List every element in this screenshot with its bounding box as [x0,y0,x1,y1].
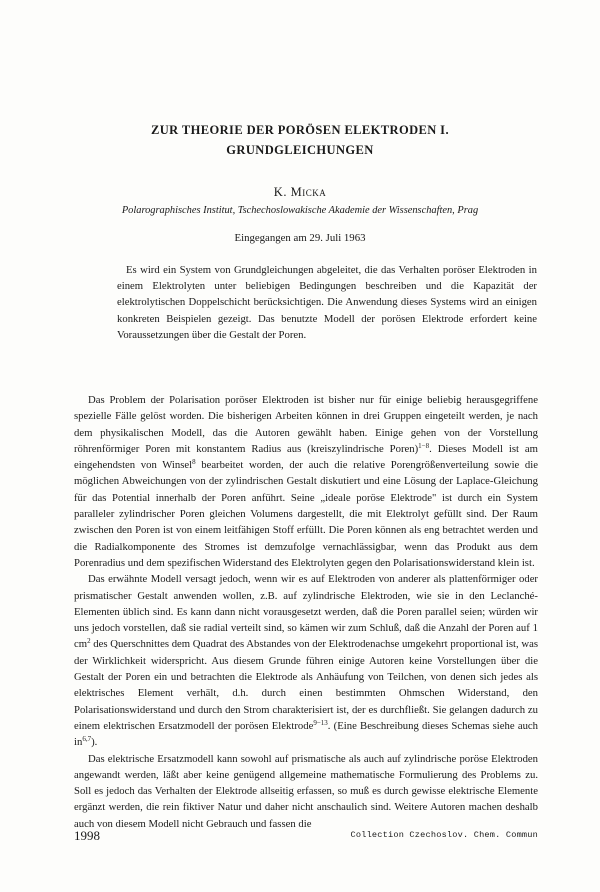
page-number: 1998 [74,828,100,843]
article-body [74,392,538,832]
paragraph-2-text-b: des Querschnittes dem Quadrat des Abstandes von der Elektrodenachse umgekehrt proportional ist, was der Wirklichkeit widerspricht. Aus diesem Grunde führen einige Autoren keine Vorstellungen über die Gestalt der Poren ein und betrachten die Elektrode als Anhäufung von Teilchen, von denen sich jedes als elektrisches Element verhält, d.h. durch einen bestimmten Ohmschen Widerstand, den Polarisationswiderstand und durch den Strom charakterisiert ist, der es durchfließt. Sie gelangen dadurch zu einem elektrischen Ersatzmodell der porösen Elektrode [74,638,538,732]
author-affiliation: Polarographisches Institut, Tschechoslowakische Akademie der Wissenschaften, Prag [121,205,479,216]
article-title-line-1: ZUR THEORIE DER PORÖSEN ELEKTRODEN I. [151,123,449,137]
received-date: Eingegangen am 29. Juli 1963 [234,232,366,244]
paragraph-1-text-b: . Dieses Modell ist am eingehendsten von Winsel [74,442,538,472]
article-title-line-2: GRUNDGLEICHUNGEN [226,143,374,157]
paragraph-2-text-d: ). [91,736,98,749]
abstract: Es wird ein System von Grundgleichungen abgeleitet, die das Verhalten poröser Elektroden in einem Elektrolyten unter beliebigen Bedingungen beschreiben und die Kapazität der elektrolytischen Doppelschicht berücksichtigen. Die Anwendung dieses Systems wird an einigen konkreten Beispielen gezeigt. Das benutzte Modell der porösen Elektrode erfordert keine Voraussetzungen über die Gestalt der Poren. [117,264,537,341]
paragraph-2-text-a: Das erwähnte Modell versagt jedoch, wenn wir es auf Elektroden von anderer als plattenförmiger oder prismatischer Gestalt anwenden wollen, z.B. auf zylindrische Elektroden, wie sie in den Leclanché-Elementen üblich sind. Es kann dann nicht vorausgesetzt werden, daß die Poren parallel seien; würden wir uns jedoch vorstellen, daß sie radial verteilt sind, so kämen wir zum Schluß, daß die Anzahl der Poren auf 1 cm [74,573,538,651]
paragraph-3: Das elektrische Ersatzmodell kann sowohl auf prismatische als auch auf zylindrische poröse Elektroden angewandt werden, läßt aber keine genügend allgemeine mathematische Formulierung des Problems zu. Soll es jedoch das Verhalten der Elektrode allseitig erfassen, so muß es durch gewisse elektrische Elemente ergänzt werden, die rein fiktiver Natur und daher nicht anschaulich sind. Weitere Autoren machen deshalb auch von diesem Modell nicht Gebrauch und fassen die [74,752,538,830]
paragraph-2 [74,571,538,750]
paragraph-1-text-c: bearbeitet worden, der auch die relative Porengrößenverteilung sowie die möglichen Abweichungen von der zylindrischen Gestalt diskutiert und eine Lösung der Laplace-Gleichung für das Potential innerhalb der Poren anführt. Seine „ideale poröse Elektrode" ist durch ein System paralleler zylindrischer Poren gleichen Volumens dargestellt, die mit Elektrolyt gefüllt sind. Der Raum zwischen den Poren ist von einem leitfähigen Stoff erfüllt. Die Poren können als eng betrachtet werden und die Radialkomponente des Stromes ist demzufolge vernachlässigbar, wenn das Produkt aus dem Porenradius und dem spezifischen Widerstand des Elektrolyten gegen den Polarisationswiderstand klein ist. [74,459,538,569]
author-initial: K. [273,185,291,199]
author-name [60,185,540,200]
paragraph-1 [74,392,538,571]
reference-marker: 9−13 [313,718,328,727]
reference-marker: 1−8 [418,441,430,450]
paragraph-2-text-c: . (Eine Beschreibung dieses Schemas siehe auch in [74,719,538,749]
journal-name: Collection Czechoslov. Chem. Commun [350,830,538,840]
author-surname: Micka [290,185,327,199]
reference-marker: 8 [192,458,196,467]
superscript-exponent: 2 [87,637,91,646]
paragraph-1-text-a: Das Problem der Polarisation poröser Elektroden ist bisher nur für einige beliebig herausgegriffene spezielle Fälle gelöst worden. Die bisherigen Arbeiten können in drei Gruppen eingeteilt werden, je nach dem physikalischen Modell, das die Autoren gewählt haben. Einige gehen von der Vorstellung röhrenförmiger Poren mit konstantem Radius aus (kreiszylindrische Poren) [74,394,538,455]
reference-marker: 6,7 [82,735,92,744]
